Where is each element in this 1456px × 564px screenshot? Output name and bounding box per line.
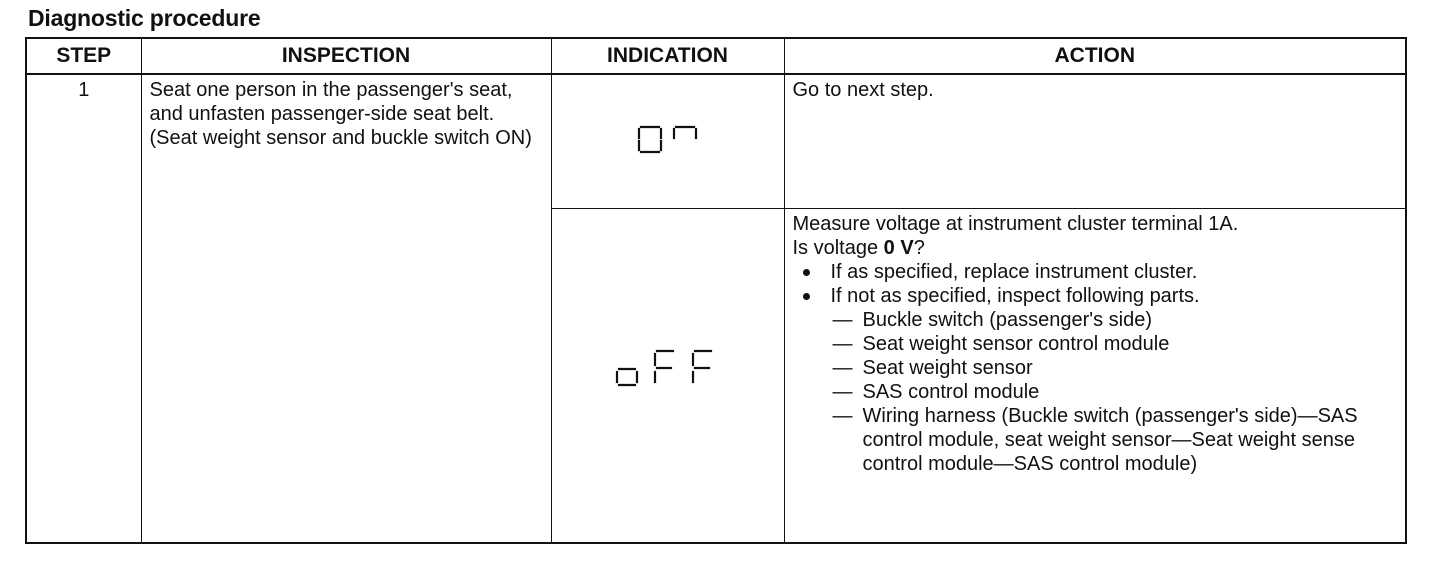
bullet-icon [803,269,810,276]
dash-icon: — [832,309,853,331]
seven-segment-off-icon [613,345,723,407]
action-measure-line: Measure voltage at instrument cluster terminal 1A. [792,213,1239,235]
list-item [793,356,1398,380]
header-action: ACTION [784,38,1406,74]
list-item [793,284,1398,308]
bullet-icon [803,293,810,300]
action-on: Go to next step. [784,74,1406,209]
action-bullets [793,260,1398,308]
part-text: Seat weight sensor control module [862,333,1170,355]
dash-icon: — [832,333,853,355]
part-text: Seat weight sensor [862,357,1033,379]
part-text: Buckle switch (passenger's side) [862,309,1152,331]
inspection-text: Seat one person in the passenger's seat, and unfasten passenger-side seat belt. (Seat weight sensor and buckle switch ON) [141,74,551,543]
bullet-text: If as specified, replace instrument cluster. [830,261,1198,283]
header-indication: INDICATION [551,38,784,74]
bullet-text: If not as specified, inspect following parts. [830,285,1200,307]
indication-off [551,209,784,544]
indication-on [551,74,784,209]
question-suffix: ? [913,237,925,259]
seven-segment-on-icon [629,119,707,165]
list-item [793,260,1398,284]
header-inspection: INSPECTION [141,38,551,74]
list-item [793,380,1398,404]
dash-icon: — [832,381,853,403]
list-item [793,308,1398,332]
question-prefix: Is voltage [792,237,884,259]
dash-icon: — [832,405,853,427]
diagnostic-table [25,37,1407,544]
dash-icon: — [832,357,853,379]
page-title: Diagnostic procedure [28,5,261,31]
question-value: 0 V [883,237,914,259]
step-number: 1 [26,74,141,543]
list-item [793,404,1398,476]
table-row [26,74,1406,209]
action-off [784,209,1406,544]
action-question [793,236,1398,260]
part-text: SAS control module [862,381,1040,403]
parts-list [793,308,1398,476]
header-step: STEP [26,38,141,74]
table-header-row [26,38,1406,74]
part-text: Wiring harness (Buckle switch (passenger's side)—SAS control module, seat weight sensor—Seat weight sense control module—SAS control module) [862,405,1358,475]
list-item [793,332,1398,356]
